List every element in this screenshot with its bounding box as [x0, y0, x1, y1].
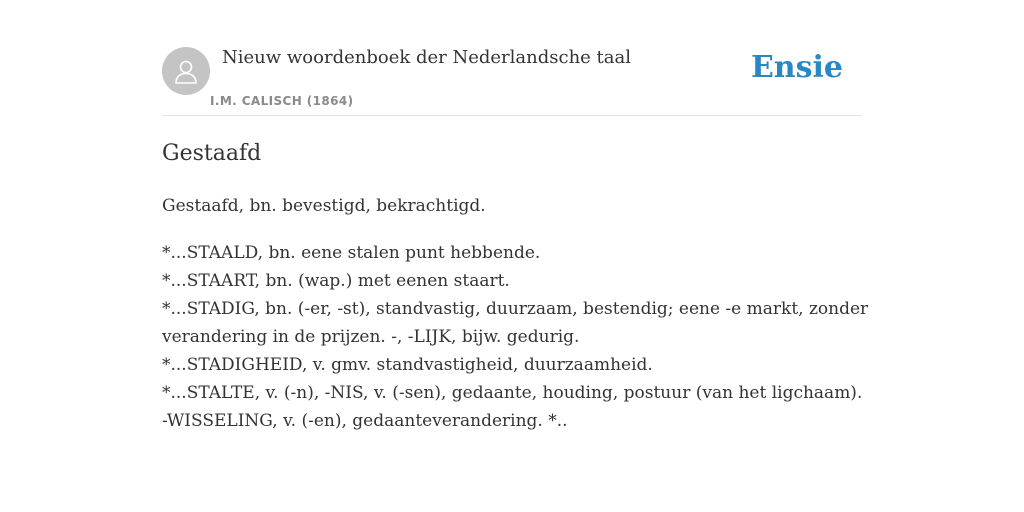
entry-line: *...STADIGHEID, v. gmv. standvastigheid, duurzaamheid. [162, 355, 653, 375]
entry-line: *...STAALD, bn. eene stalen punt hebbende. [162, 243, 541, 263]
entry-definition: Gestaafd, bn. bevestigd, bekrachtigd. [162, 196, 486, 216]
page [162, 0, 869, 431]
entry-line: *...STAART, bn. (wap.) met eenen staart. [162, 271, 510, 291]
header [162, 0, 862, 116]
entry-title: Gestaafd [162, 141, 262, 166]
entry-line: verandering in de prijzen. -, -LIJK, bijw. gedurig. [162, 327, 580, 347]
entry-line: *...STALTE, v. (-n), -NIS, v. (-sen), gedaante, houding, postuur (van het ligchaam). [162, 383, 863, 403]
entry-line: -WISSELING, v. (-en), gedaanteverandering. *.. [162, 411, 568, 431]
book-title[interactable]: Nieuw woordenboek der Nederlandsche taal [222, 47, 631, 68]
entry-body [162, 239, 869, 435]
brand-logo[interactable]: Ensie [750, 50, 843, 85]
author-avatar [162, 47, 210, 95]
user-icon [173, 58, 199, 84]
author-name[interactable]: I.M. CALISCH (1864) [210, 94, 354, 108]
entry-line: *...STADIG, bn. (-er, -st), standvastig, duurzaam, bestendig; eene -e markt, zonder [162, 299, 869, 319]
